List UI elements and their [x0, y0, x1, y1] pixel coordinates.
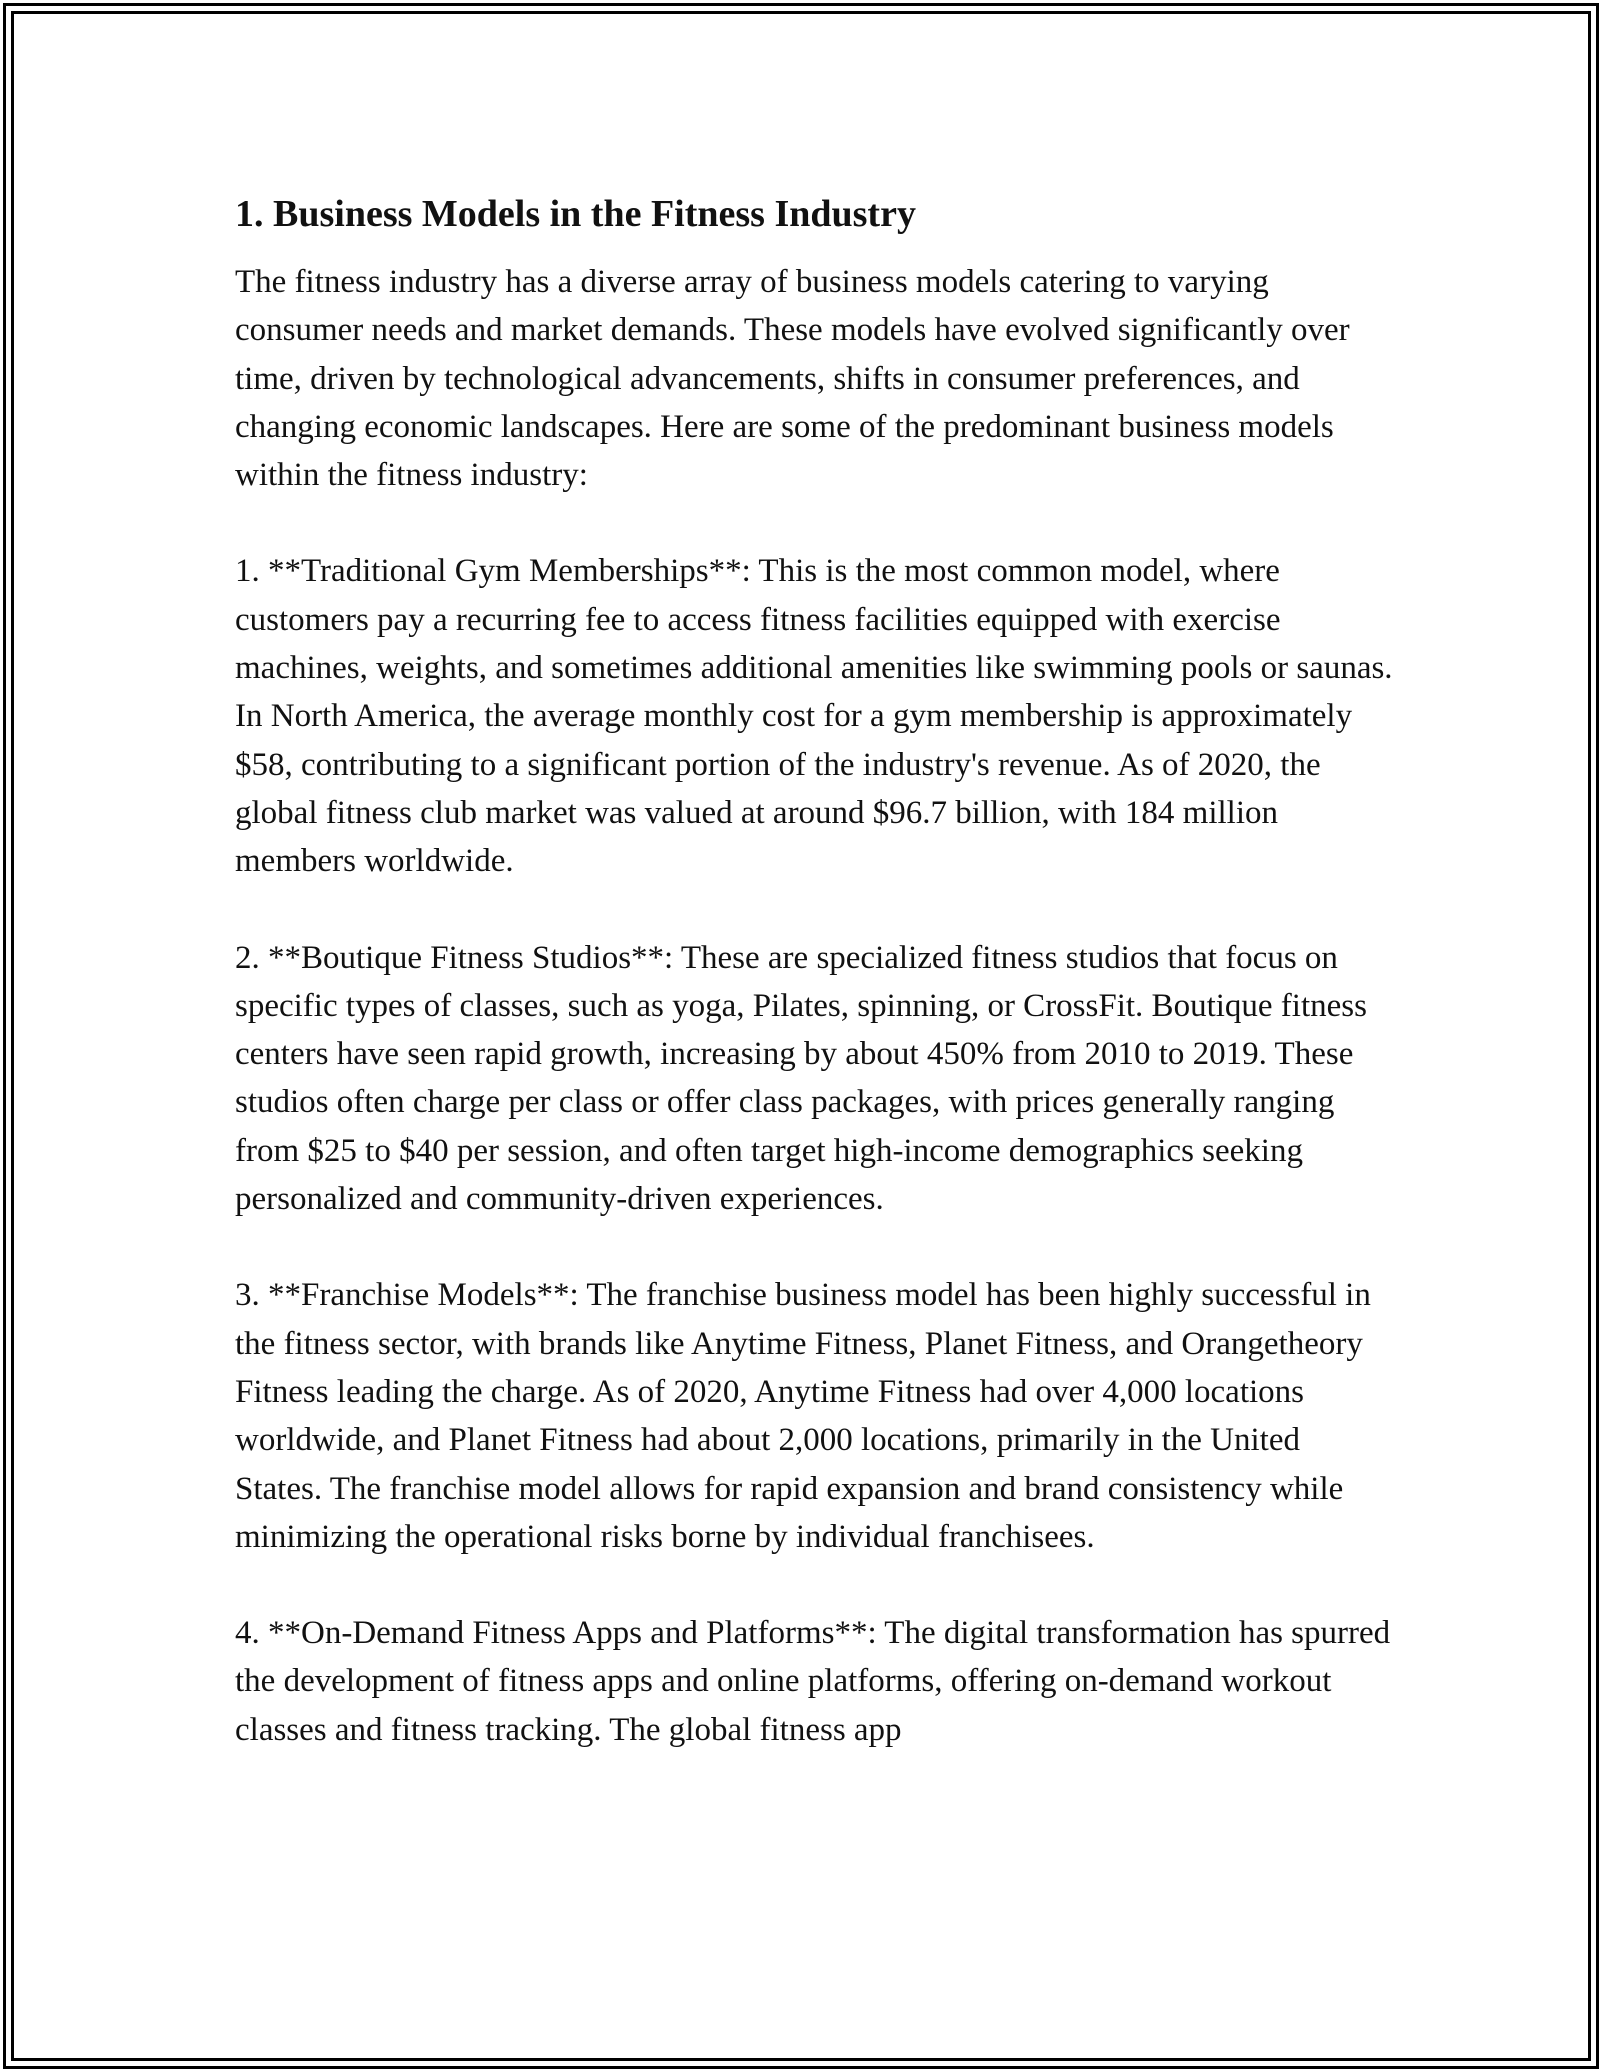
section-heading: 1. Business Models in the Fitness Industry: [235, 193, 916, 235]
document-body: [235, 180, 1395, 1754]
paragraph-franchise-models: 3. **Franchise Models**: The franchise business model has been highly successful in the fitness sector, with brands like Anytime Fitness, Planet Fitness, and Orangetheory Fitness leading the charge. As of 2020, Anytime Fitness had over 4,000 locations worldwide, and Planet Fitness had about 2,000 locations, primarily in the United States. The franchise model allows for rapid expansion and brand consistency while minimizing the operational risks borne by individual franchisees.: [235, 1277, 1371, 1555]
paragraph-on-demand-apps: 4. **On-Demand Fitness Apps and Platforms**: The digital transformation has spurred the development of fitness apps and online platforms, offering on-demand workout classes and fitness tracking. The global fitness app: [235, 1615, 1391, 1748]
intro-paragraph: The fitness industry has a diverse array of business models catering to varying consumer needs and market demands. These models have evolved significantly over time, driven by technological advancements, shifts in consumer preferences, and changing economic landscapes. Here are some of the predominant business models within the fitness industry:: [235, 264, 1350, 494]
paragraph-traditional-gym: 1. **Traditional Gym Memberships**: This is the most common model, where customers pay a recurring fee to access fitness facilities equipped with exercise machines, weights, and sometimes additional amenities like swimming pools or saunas. In North America, the average monthly cost for a gym membership is approximately $58, contributing to a significant portion of the industry's revenue. As of 2020, the global fitness club market was valued at around $96.7 billion, with 184 million members worldwide.: [235, 553, 1393, 880]
paragraph-boutique-studios: 2. **Boutique Fitness Studios**: These are specialized fitness studios that focus on specific types of classes, such as yoga, Pilates, spinning, or CrossFit. Boutique fitness centers have seen rapid growth, increasing by about 450% from 2010 to 2019. These studios often charge per class or offer class packages, with prices generally ranging from $25 to $40 per session, and often target high-income demographics seeking personalized and community-driven experiences.: [235, 939, 1367, 1218]
